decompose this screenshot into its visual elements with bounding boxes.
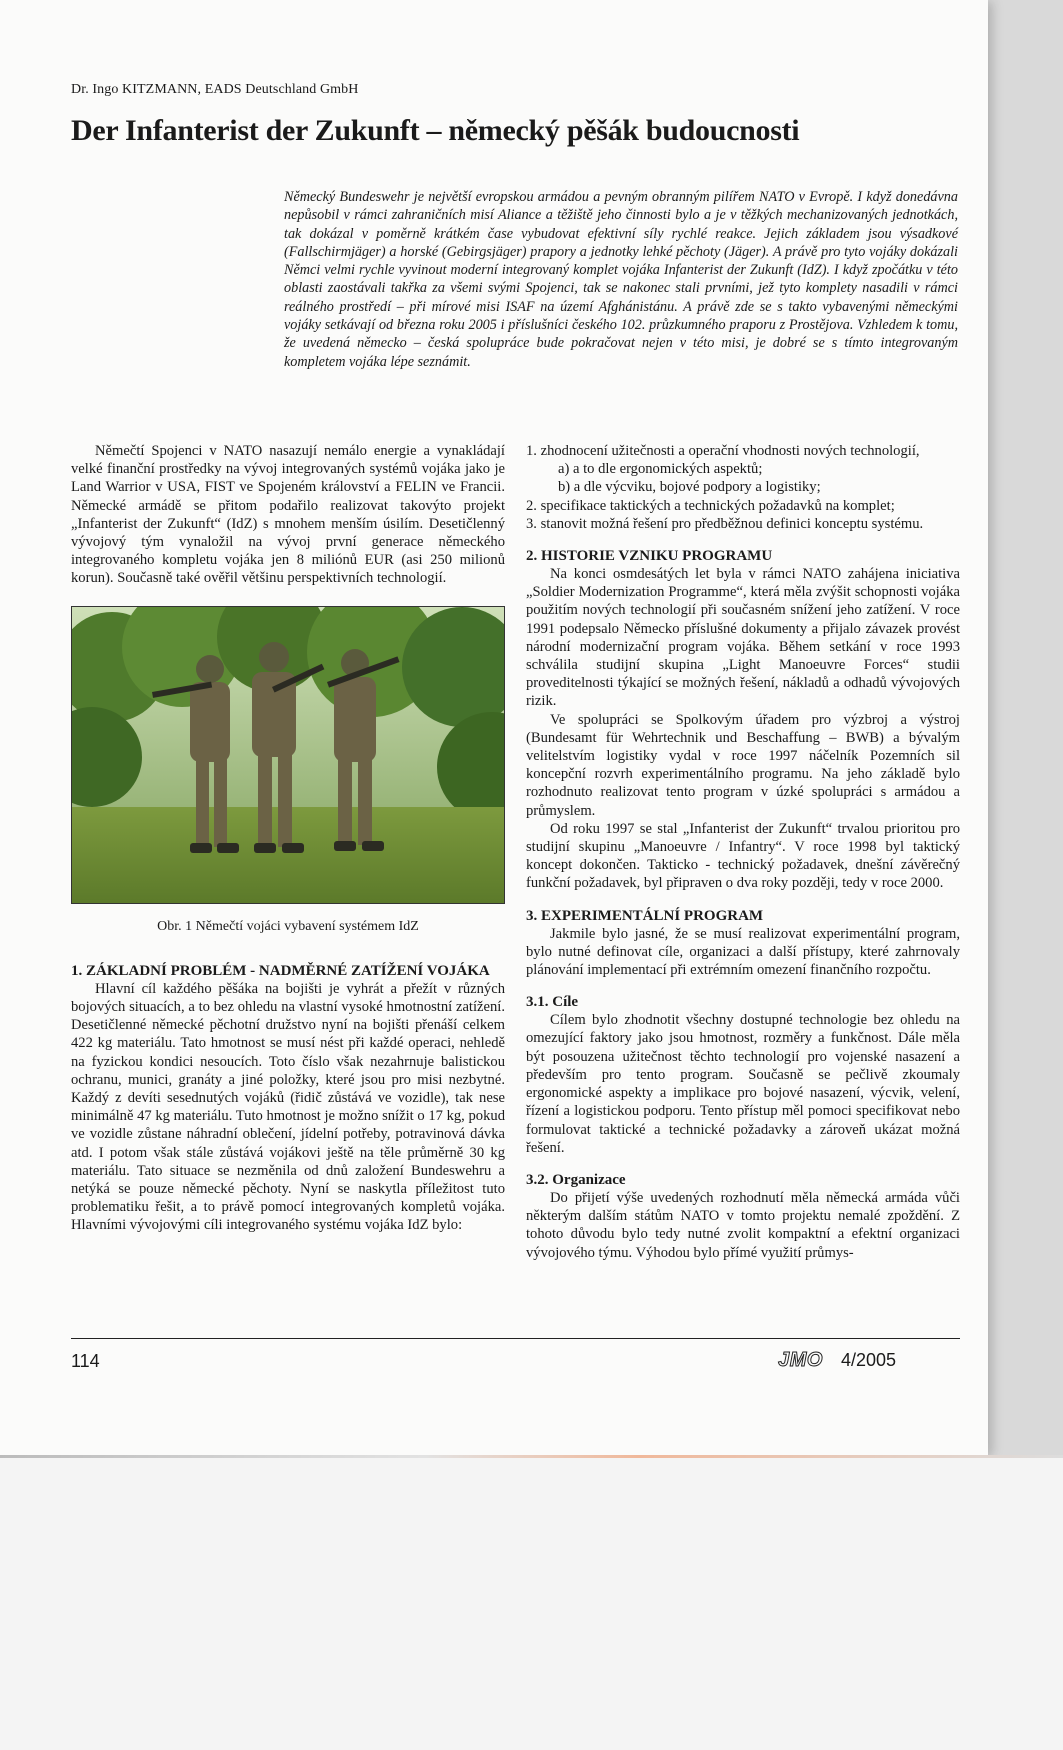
section-heading-2: 2. HISTORIE VZNIKU PROGRAMU xyxy=(526,548,773,565)
left-column xyxy=(71,442,505,1235)
goals-list xyxy=(526,442,960,533)
journal-footer xyxy=(778,1349,896,1372)
intro-paragraph: Němečtí Spojenci v NATO nasazují nemálo energie a vynakládají velké finanční prostředky na vývoj integrovaných systémů vojáka jako je Land Warrior v USA, FIST ve Spojeném království a FELIN ve Francii. Německé armádě se přitom podařilo realizovat takovýto projekt „Infanterist der Zukunft“ (IdZ) s mnohem menším úsilím. Desetičlenný vývojový tým vynaložil na vývoj první generace německého integrovaného kompletu vojáka jen 8 miliónů EUR (asi 250 milionů korun). Současně také ověřil většinu perspektivních technologií. xyxy=(71,443,505,587)
abstract: Německý Bundeswehr je největší evropskou armádou a pevným obranným pilířem NATO v Evropě. I když donedávna nepůsobil v rámci zahraničních misí Aliance a těžiště jeho činnosti bylo a je v těžkých mechanizovaných jednotkách, tak dokázal v poměrně krátkém čase vybudovat efektivní síly rychlé reakce. Jejich základem jsou výsadkové (Fallschirmjäger) a horské (Gebirgsjäger) prapory a jednotky lehké pěchoty (Jäger). A právě pro tyto vojáky dokázali Němci velmi rychle vyvinout moderní integrovaný komplet vojáka Infanterist der Zukunft (IdZ). I když zpočátku v této oblasti zaostávali takřka za všemi svými Spojenci, tak se nakonec stali prvními, jež tyto komplety nasadili v rámci reálného prostředí – při mírové misi ISAF na území Afghánistánu. A právě zde se s takto vybavenými německými vojáky setkávají od března roku 2005 i příslušníci českého 102. průzkumného praporu z Prostějova. Vzhledem k tomu, že uvedená německo – česká spolupráce bude pokračovat nejen v této misi, je dobré se s tímto integrovaným kompletem vojáka lépe seznámit. xyxy=(284,189,958,370)
footer-rule xyxy=(71,1338,960,1339)
section-2-paragraph-a: Na konci osmdesátých let byla v rámci NATO zahájena iniciativa „Soldier Modernization Programme“, která měla zvýšit schopnosti vojáka použitím nových technologií při současném snížení jeho zatížení. V roce 1991 podepsalo Německo příslušné dokumenty a přijalo závazek provést národní modernizační program vojáka. Během setkání v roce 1993 schválila studijní skupina „Light Manoeuvre Forces“ studii proveditelnosti týkající se možných řešení, nákladů a odhadů vývojových rizik. xyxy=(526,566,960,710)
section-heading-1: 1. ZÁKLADNÍ PROBLÉM - NADMĚRNÉ ZATÍŽENÍ VOJÁKA xyxy=(71,962,490,979)
right-column xyxy=(526,442,960,1262)
list-item: 2. specifikace taktických a technických požadavků na komplet; xyxy=(526,497,895,514)
section-2-paragraph-b: Ve spolupráci se Spolkovým úřadem pro výzbroj a výstroj (Bundesamt für Wehrtechnik und Beschaffung – BWB) a bývalým velitelstvím logistiky vydal v roce 1997 náčelník Pozemních sil koncepční rozvrh experimentálního programu. Na jeho základě bylo rozhodnuto realizovat tento program v úzké spolupráci s armádou a průmyslem. xyxy=(526,711,960,819)
article-title: Der Infanterist der Zukunft – německý pěšák budoucnosti xyxy=(71,114,800,147)
journal-logo: JMO xyxy=(778,1349,823,1371)
issue-number: 4/2005 xyxy=(840,1350,896,1370)
subsection-heading-3-1: 3.1. Cíle xyxy=(526,994,579,1011)
section-2-paragraph-c: Od roku 1997 se stal „Infanterist der Zukunft“ trvalou prioritou pro studijní skupinu „Manoeuvre / Infantry“. V roce 1998 byl taktický koncept dokončen. Takticko - technický požadavek, dnešní závěrečný funkční požadavek, byl připraven o dva roky později, tedy v roce 2000. xyxy=(526,820,960,892)
section-heading-3: 3. EXPERIMENTÁLNÍ PROGRAM xyxy=(526,907,764,924)
scanner-background xyxy=(0,1455,1063,1750)
list-item: 1. zhodnocení užitečnosti a operační vhodnosti nových technologií, xyxy=(526,443,920,459)
list-item: b) a dle výcviku, bojové podpory a logistiky; xyxy=(558,479,821,496)
list-item: 3. stanovit možná řešení pro předběžnou definici konceptu systému. xyxy=(526,515,924,532)
section-3-paragraph: Jakmile bylo jasné, že se musí realizovat experimentální program, bylo nutné definovat cíle, organizaci a další přístupy, které zahrnovaly plánování implementací při extrémním omezení finančního rozpočtu. xyxy=(526,925,960,979)
page-number: 114 xyxy=(71,1351,100,1371)
list-item: a) a to dle ergonomických aspektů; xyxy=(558,461,763,478)
soldiers-photo xyxy=(71,606,505,904)
subsection-3-1-paragraph: Cílem bylo zhodnotit všechny dostupné technologie bez ohledu na omezující faktory jako jsou hmotnost, rozměry a funkčnost. Dále měla být posouzena užitečnost těchto technologií pro vojenské nasazení a především pro tento program. Současně se pečlivě zkoumaly ergonomické aspekty a implikace pro bojové nasazení, výcvik, velení, řízení a logistickou podporu. Tento přístup měl pomoci specifikovat nebo formulovat taktické a technické požadavky a zároveň ukázat možná řešení. xyxy=(526,1012,960,1156)
author-line: Dr. Ingo KITZMANN, EADS Deutschland GmbH xyxy=(71,82,359,97)
section-1-paragraph: Hlavní cíl každého pěšáka na bojišti je vyhrát a přežít v různých bojových situacích, a to bez ohledu na vlastní vysoké hmotnostní zatížení. Desetičlenné německé pěchotní družstvo nyní na bojišti přenáší celkem 422 kg materiálu. Tato hmotnost se musí nést při každé operaci, nehledě na fyzickou kondici nesoucích. Toto číslo však nezahrnuje balistickou ochranu, munici, granáty a jiné položky, které jsou pro misi nezbytné. Každý z devíti sesednutých vojáků (řidič zůstává ve vozidle), tak nese minimálně 47 kg materiálu. Tuto hmotnost je možno snížit o 17 kg, pokud ve vozidle zůstane náhradní oblečení, jídelní potřeby, potravinová dávka atd. I potom však stále zůstává vojákovi ještě na těle průměrně 30 kg materiálu. Tato situace se nezměnila od dnů založení Bundeswehru a netýká se pouze německé pěchoty. Nyní se naskytla příležitost tuto problematiku řešit, a to právě pomocí integrovaných kompletů vojáka. Hlavními vývojovými cíli integrovaného systému vojáka IdZ bylo: xyxy=(71,980,505,1234)
subsection-heading-3-2: 3.2. Organizace xyxy=(526,1171,626,1188)
subsection-3-2-paragraph: Do přijetí výše uvedených rozhodnutí měla německá armáda vůči některým dalším státům NATO v tomto projektu nemalé zpoždění. Z tohoto důvodu bylo tedy nutné zvolit kompaktní a efektní organizaci vývojového týmu. Výhodou bylo přímé využití průmys- xyxy=(526,1189,960,1261)
page-edge xyxy=(0,1455,1063,1458)
figure-caption: Obr. 1 Němečtí vojáci vybavení systémem IdZ xyxy=(157,918,419,934)
